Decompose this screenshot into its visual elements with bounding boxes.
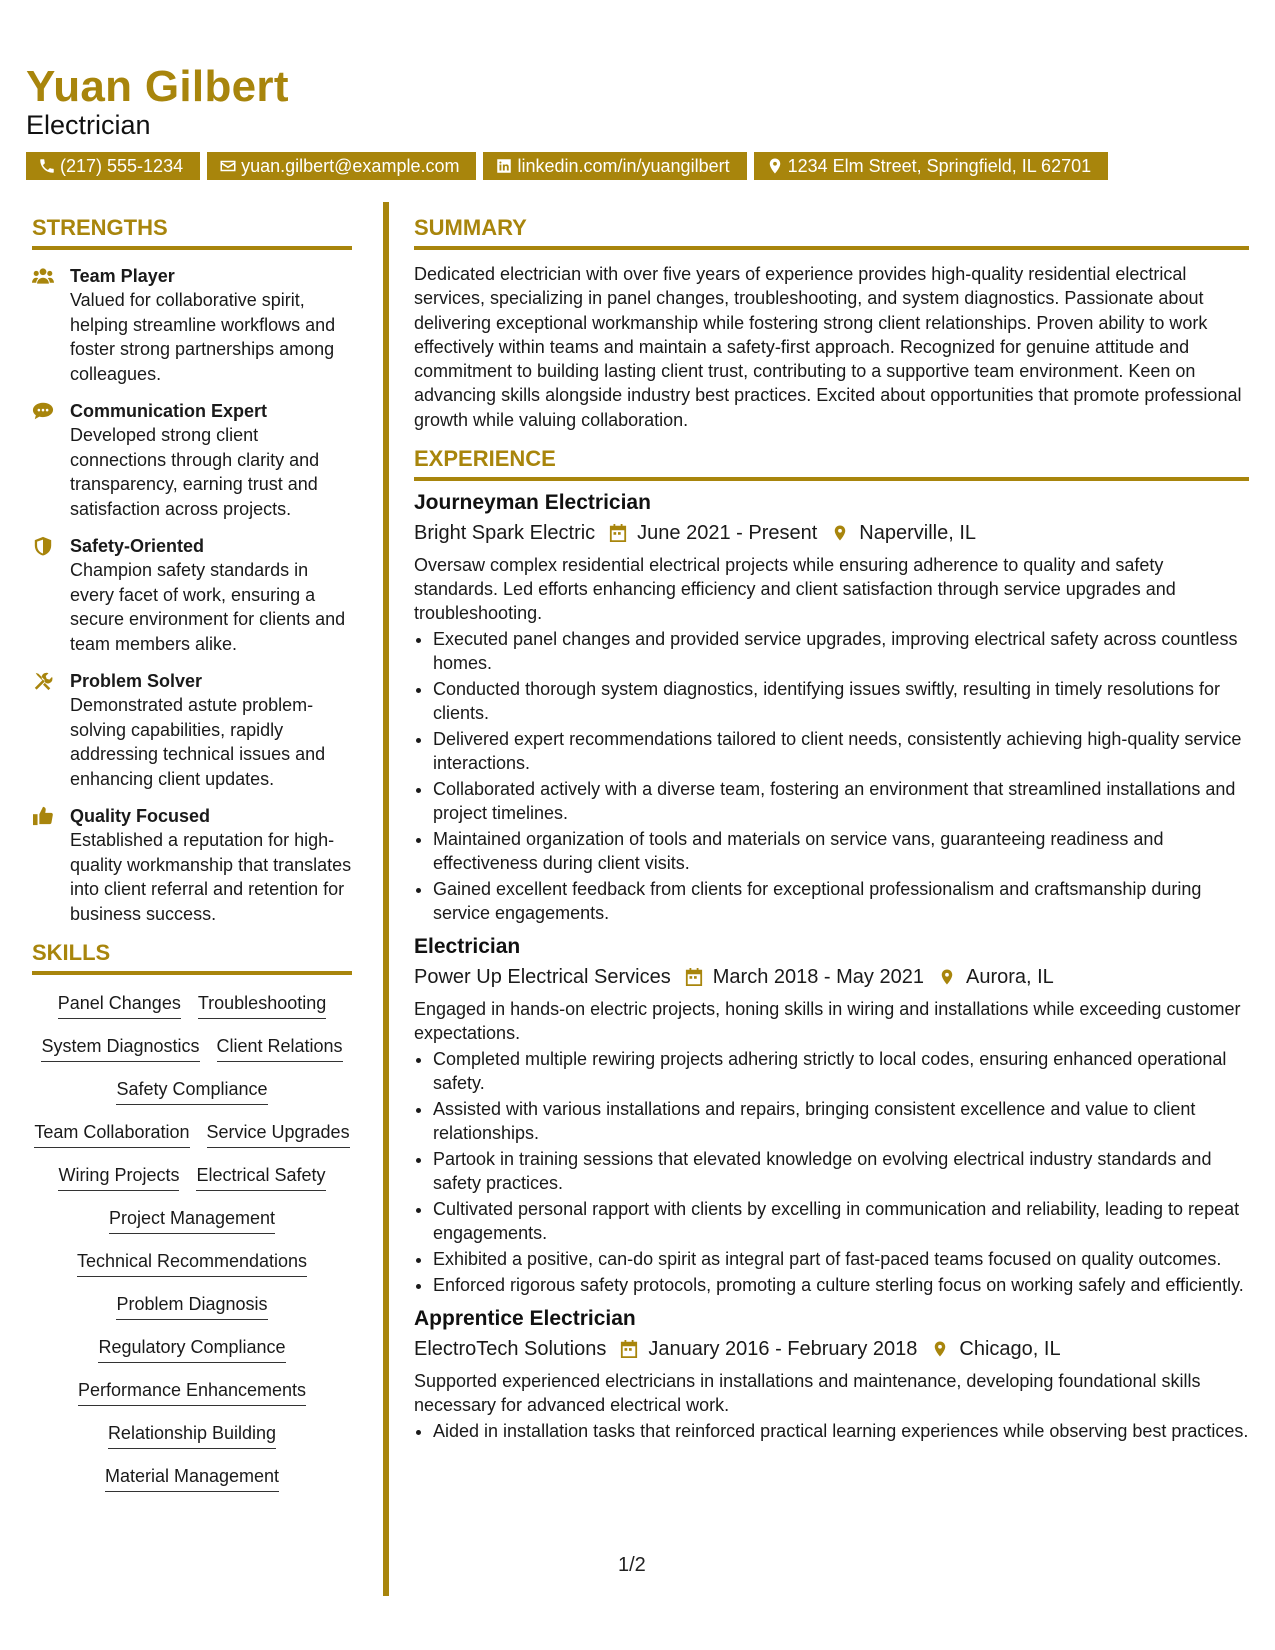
skill-tag: Safety Compliance bbox=[116, 1077, 267, 1105]
calendar-icon bbox=[685, 967, 703, 987]
skill-tag: Service Upgrades bbox=[207, 1120, 350, 1148]
skill-tag: Panel Changes bbox=[58, 991, 181, 1019]
summary-heading: SUMMARY bbox=[414, 215, 1249, 250]
skill-tag: Team Collaboration bbox=[34, 1120, 189, 1148]
email-chip[interactable] bbox=[207, 152, 476, 180]
right-column bbox=[414, 215, 1249, 1445]
job-meta bbox=[414, 1335, 1249, 1363]
skill-tag: Material Management bbox=[105, 1464, 279, 1492]
job-company: Bright Spark Electric bbox=[414, 522, 596, 545]
skill-tag: Client Relations bbox=[217, 1034, 343, 1062]
skill-tag: Regulatory Compliance bbox=[98, 1335, 285, 1363]
strength-item bbox=[32, 804, 352, 926]
job-description: Supported experienced electricians in installations and maintenance, developing foundational skills necessary for advanced electrical work. bbox=[414, 1371, 1201, 1416]
skill-tag: Relationship Building bbox=[108, 1421, 276, 1449]
skill-tag: Project Management bbox=[109, 1206, 275, 1234]
job-entry bbox=[414, 935, 1249, 1297]
map-pin-icon bbox=[831, 523, 849, 543]
phone-text: (217) 555-1234 bbox=[60, 155, 184, 176]
job-entry bbox=[414, 491, 1249, 925]
linkedin-chip[interactable] bbox=[483, 152, 746, 180]
job-title: Apprentice Electrician bbox=[414, 1307, 636, 1331]
job-bullet: • Delivered expert recommendations tailored to client needs, consistently achieving high-quality service interactions. bbox=[433, 727, 1249, 775]
strength-title: Safety-Oriented bbox=[70, 536, 205, 556]
skill-tag: Troubleshooting bbox=[198, 991, 326, 1019]
strength-desc: Champion safety standards in every facet of work, ensuring a secure environment for clients and team members alike. bbox=[70, 560, 346, 654]
strength-desc: Demonstrated astute problem-solving capabilities, rapidly addressing technical issues and enhancing client updates. bbox=[70, 695, 326, 789]
skill-tag: System Diagnostics bbox=[41, 1034, 199, 1062]
job-bullet: • Conducted thorough system diagnostics, identifying issues swiftly, resulting in timely resolutions for clients. bbox=[433, 677, 1249, 725]
job-bullet: • Maintained organization of tools and materials on service vans, guaranteeing readiness and effectiveness during client visits. bbox=[433, 827, 1249, 875]
job-meta bbox=[414, 519, 1249, 547]
strengths-list bbox=[32, 264, 352, 926]
job-bullet: • Aided in installation tasks that reinforced practical learning experiences while observing best practices. bbox=[433, 1419, 1249, 1443]
job-entry bbox=[414, 1307, 1249, 1443]
left-column bbox=[32, 215, 352, 1492]
job-location: Chicago, IL bbox=[959, 1338, 1061, 1361]
contact-bar bbox=[26, 152, 1108, 180]
job-description: Engaged in hands-on electric projects, honing skills in wiring and installations while exceeding customer expectations. bbox=[414, 999, 1241, 1044]
shield-icon bbox=[32, 536, 54, 556]
job-bullets bbox=[414, 1047, 1249, 1297]
calendar-icon bbox=[620, 1339, 638, 1359]
strength-title: Problem Solver bbox=[70, 671, 203, 691]
map-pin-icon bbox=[931, 1339, 949, 1359]
envelope-icon bbox=[219, 157, 237, 175]
job-meta bbox=[414, 963, 1249, 991]
strength-item bbox=[32, 534, 352, 656]
candidate-name: Yuan Gilbert bbox=[26, 62, 289, 111]
phone-icon bbox=[38, 157, 56, 175]
job-title: Journeyman Electrician bbox=[414, 491, 651, 515]
experience-heading: EXPERIENCE bbox=[414, 446, 1249, 481]
job-bullet: • Assisted with various installations and repairs, bringing consistent excellence and value to client relationships. bbox=[433, 1097, 1249, 1145]
strength-title: Quality Focused bbox=[70, 806, 211, 826]
strength-desc: Established a reputation for high-quality workmanship that translates into client referral and retention for business success. bbox=[70, 830, 352, 924]
page-number: 1/2 bbox=[618, 1554, 646, 1576]
job-location: Aurora, IL bbox=[965, 966, 1054, 989]
map-pin-icon bbox=[938, 967, 956, 987]
candidate-role: Electrician bbox=[26, 110, 151, 140]
skill-tag: Wiring Projects bbox=[58, 1163, 179, 1191]
phone-chip[interactable] bbox=[26, 152, 200, 180]
skills-list bbox=[32, 991, 352, 1492]
job-bullet: • Enforced rigorous safety protocols, promoting a culture sterling focus on working safely and efficiently. bbox=[433, 1273, 1249, 1297]
job-bullets bbox=[414, 1419, 1249, 1443]
skill-tag: Performance Enhancements bbox=[78, 1378, 306, 1406]
job-dates: June 2021 - Present bbox=[637, 522, 818, 545]
job-bullet: • Partook in training sessions that elevated knowledge on evolving electrical industry standards and safety practices. bbox=[433, 1147, 1249, 1195]
map-pin-icon bbox=[766, 157, 784, 175]
job-description: Oversaw complex residential electrical projects while ensuring adherence to quality and safety standards. Led efforts enhancing efficiency and client satisfaction through service upgrades and troubleshooting. bbox=[414, 555, 1176, 624]
column-divider bbox=[383, 202, 389, 1596]
job-bullets bbox=[414, 627, 1249, 925]
users-icon bbox=[32, 266, 54, 286]
job-bullet: • Cultivated personal rapport with clients by excelling in communication and reliability, leading to repeat engagements. bbox=[433, 1197, 1249, 1245]
job-company: ElectroTech Solutions bbox=[414, 1338, 607, 1361]
thumbs-up-icon bbox=[32, 806, 54, 826]
strength-title: Team Player bbox=[70, 266, 175, 286]
linkedin-text: linkedin.com/in/yuangilbert bbox=[517, 155, 730, 176]
job-bullet: • Gained excellent feedback from clients for exceptional professionalism and craftsmanship during service engagements. bbox=[433, 877, 1249, 925]
job-bullet: • Exhibited a positive, can-do spirit as integral part of fast-paced teams focused on quality outcomes. bbox=[433, 1247, 1249, 1271]
job-bullet: • Completed multiple rewiring projects adhering strictly to local codes, ensuring enhanced operational safety. bbox=[433, 1047, 1249, 1095]
strength-desc: Valued for collaborative spirit, helping streamline workflows and foster strong partnerships among colleagues. bbox=[70, 290, 336, 384]
skill-tag: Problem Diagnosis bbox=[116, 1292, 267, 1320]
job-dates: March 2018 - May 2021 bbox=[712, 966, 924, 989]
strengths-heading: STRENGTHS bbox=[32, 215, 352, 250]
skill-tag: Technical Recommendations bbox=[77, 1249, 307, 1277]
job-title: Electrician bbox=[414, 935, 521, 959]
address-text: 1234 Elm Street, Springfield, IL 62701 bbox=[787, 155, 1092, 176]
strength-item bbox=[32, 669, 352, 791]
chat-icon bbox=[32, 401, 54, 421]
tools-icon bbox=[32, 671, 54, 691]
strength-item bbox=[32, 264, 352, 386]
calendar-icon bbox=[609, 523, 627, 543]
job-bullet: • Collaborated actively with a diverse team, fostering an environment that streamlined installations and project timelines. bbox=[433, 777, 1249, 825]
skill-tag: Electrical Safety bbox=[196, 1163, 325, 1191]
linkedin-icon bbox=[495, 157, 513, 175]
skills-heading: SKILLS bbox=[32, 940, 352, 975]
job-bullet: • Executed panel changes and provided service upgrades, improving electrical safety across countless homes. bbox=[433, 627, 1249, 675]
job-location: Naperville, IL bbox=[859, 522, 977, 545]
strength-title: Communication Expert bbox=[70, 401, 268, 421]
job-dates: January 2016 - February 2018 bbox=[648, 1338, 918, 1361]
address-chip[interactable] bbox=[754, 152, 1109, 180]
summary-text: Dedicated electrician with over five years of experience provides high-quality residential electrical services, specializing in panel changes, troubleshooting, and system diagnostics. Passionate about delivering exceptional workmanship while fostering strong client relationships. Proven ability to work effectively within teams and maintain a safety-first approach. Recognized for genuine attitude and commitment to building lasting client trust, contributing to a supportive team environment. Keen on advancing skills alongside industry best practices. Excited about opportunities that promote professional growth while valuing collaboration. bbox=[414, 264, 1242, 430]
strength-item bbox=[32, 399, 352, 521]
strength-desc: Developed strong client connections through clarity and transparency, earning trust and satisfaction across projects. bbox=[70, 425, 320, 519]
email-text: yuan.gilbert@example.com bbox=[241, 155, 460, 176]
job-company: Power Up Electrical Services bbox=[414, 966, 671, 989]
